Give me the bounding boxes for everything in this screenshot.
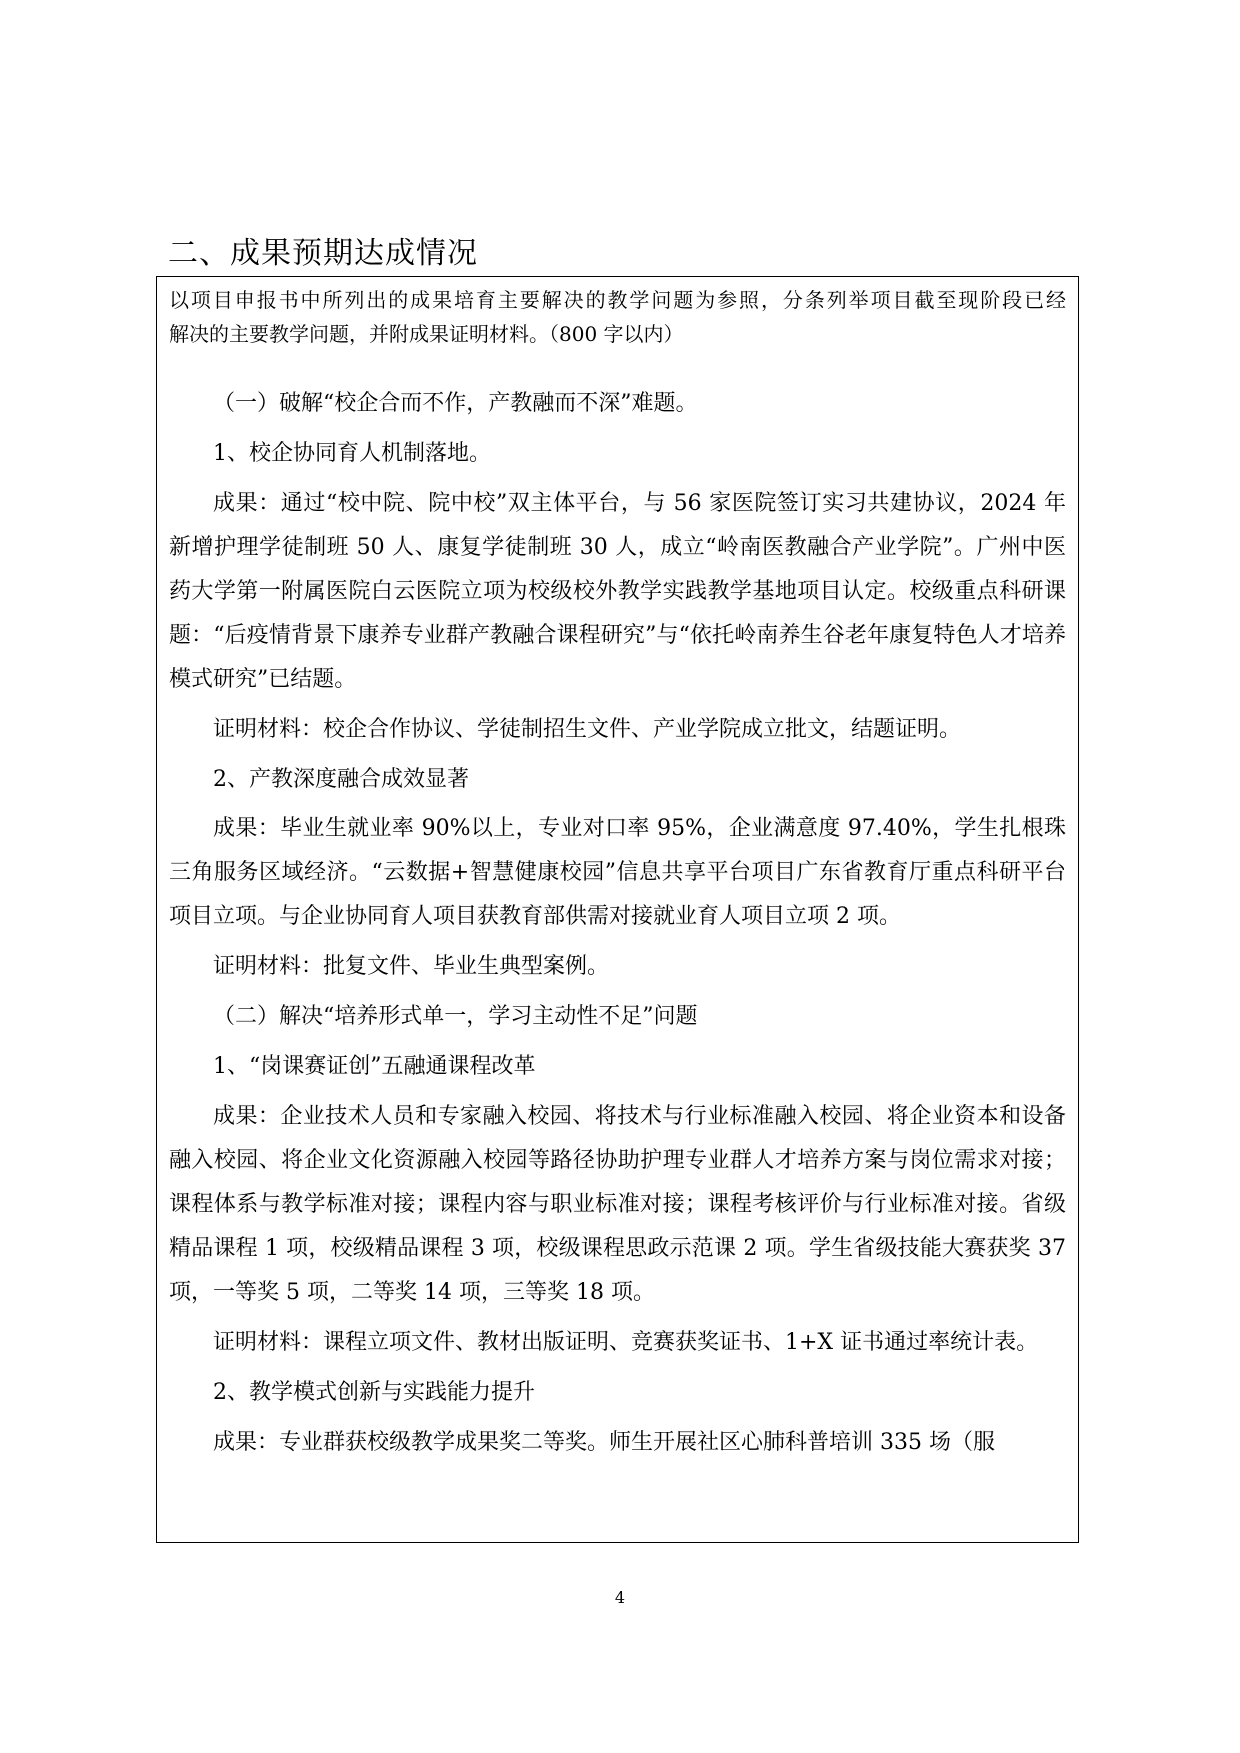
subheading-1-2: 2、产教深度融合成效显著 [213, 766, 469, 792]
instruction-line-2: 解决的主要教学问题，并附成果证明材料。（800 字以内） [169, 322, 684, 346]
paragraph-result: 成果：企业技术人员和专家融入校园、将技术与行业标准融入校园、将企业资本和设备融入校园、将企业文化资源融入校园等路径协助护理专业群人才培养方案与岗位需求对接；课程体系与教学标准对接；课程内容与职业标准对接；课程考核评价与行业标准对接。省级精品课程 1 项，校级精品课程 3 项，校级课程思政示范课 2 项。学生省级技能大赛获奖 37 项，一等奖 5 项，二等奖 14 项，三等奖 18 项。 [169, 1104, 1066, 1306]
paragraph-result: 成果：通过“校中院、院中校”双主体平台，与 56 家医院签订实习共建协议，2024 年新增护理学徒制班 50 人、康复学徒制班 30 人，成立“岭南医教融合产业学院”。广州中医药大学第一附属医院白云医院立项为校级校外教学实践教学基地项目认定。校级重点科研课题：“后疫情背景下康养专业群产教融合课程研究”与“依托岭南养生谷老年康复特色人才培养模式研究”已结题。 [169, 490, 1066, 692]
paragraph-evidence: 证明材料：课程立项文件、教材出版证明、竞赛获奖证书、1+X 证书通过率统计表。 [213, 1329, 1039, 1355]
paragraph-evidence: 证明材料：校企合作协议、学徒制招生文件、产业学院成立批文，结题证明。 [213, 716, 962, 742]
instruction-line-1: 以项目申报书中所列出的成果培育主要解决的教学问题为参照，分条列举项目截至现阶段已经 [169, 288, 1066, 312]
subheading-1-1: 1、校企协同育人机制落地。 [213, 440, 491, 466]
paragraph-result: 成果：专业群获校级教学成果奖二等奖。师生开展社区心肺科普培训 335 场（服 [213, 1429, 995, 1455]
instruction-text [169, 283, 1066, 351]
content-body [169, 382, 1066, 1465]
subheading-2-1: 1、“岗课赛证创”五融通课程改革 [213, 1054, 536, 1080]
heading-part-two: （二）解决“培养形式单一，学习主动性不足”问题 [213, 1004, 698, 1030]
paragraph-result: 成果：毕业生就业率 90%以上，专业对口率 95%，企业满意度 97.40%，学生扎根珠三角服务区域经济。“云数据+智慧健康校园”信息共享平台项目广东省教育厅重点科研平台项目立项。与企业协同育人项目获教育部供需对接就业育人项目立项 2 项。 [169, 816, 1066, 930]
content-table [156, 276, 1079, 1543]
section-title: 二、成果预期达成情况 [168, 236, 478, 271]
heading-part-one: （一）破解“校企合而不作，产教融而不深”难题。 [213, 391, 698, 416]
page-number: 4 [614, 1588, 626, 1607]
paragraph-evidence: 证明材料：批复文件、毕业生典型案例。 [213, 954, 610, 980]
subheading-2-2: 2、教学模式创新与实践能力提升 [213, 1379, 535, 1405]
